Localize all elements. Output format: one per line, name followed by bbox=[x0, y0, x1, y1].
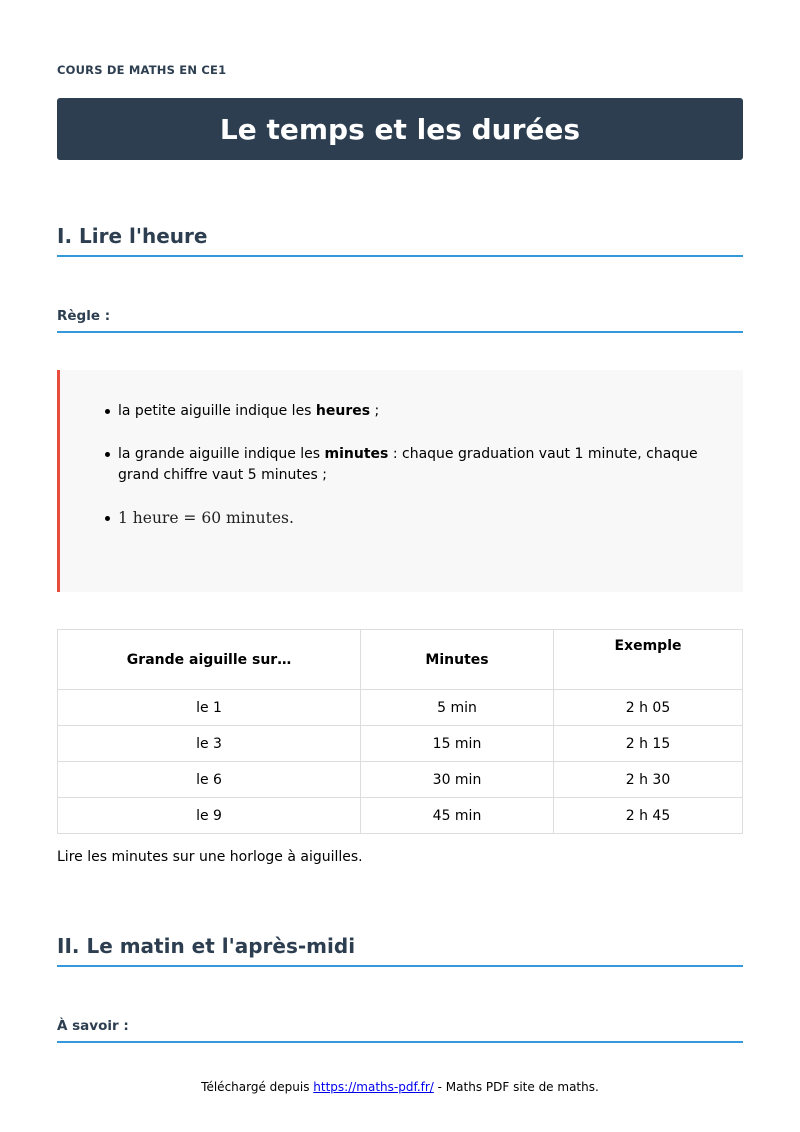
section-heading-1: I. Lire l'heure bbox=[57, 224, 743, 257]
course-kicker: COURS DE MATHS EN CE1 bbox=[57, 63, 227, 77]
table-row bbox=[58, 762, 743, 798]
title-banner bbox=[57, 98, 743, 160]
table-cell: le 1 bbox=[58, 690, 361, 726]
rule-label: Règle : bbox=[57, 308, 743, 333]
table-row bbox=[58, 726, 743, 762]
table-cell: le 6 bbox=[58, 762, 361, 798]
table-cell: 30 min bbox=[361, 762, 554, 798]
keyword-heures: heures bbox=[315, 403, 371, 419]
page-title: Le temps et les durées bbox=[219, 112, 581, 146]
rule-box bbox=[57, 370, 743, 592]
table-cell: 2 h 05 bbox=[554, 690, 743, 726]
table-cell: 15 min bbox=[361, 726, 554, 762]
column-header: Minutes bbox=[361, 630, 554, 690]
rule-item-minutes: la grande aiguille indique les minutes : chaque graduation vaut 1 minute, chaque grand chiffre vaut 5 minutes ; bbox=[105, 444, 705, 486]
table-cell: 5 min bbox=[361, 690, 554, 726]
table-cell: le 9 bbox=[58, 798, 361, 834]
rule-item-hours: la petite aiguille indique les heures ; bbox=[105, 401, 705, 422]
know-label: À savoir : bbox=[57, 1018, 743, 1043]
table-cell: 2 h 45 bbox=[554, 798, 743, 834]
table-row bbox=[58, 798, 743, 834]
table-cell: 2 h 15 bbox=[554, 726, 743, 762]
rule-item-equation: 1 heure = 60 minutes. bbox=[105, 508, 705, 529]
minutes-table bbox=[57, 629, 743, 834]
column-header: Grande aiguille sur… bbox=[58, 630, 361, 690]
section-heading-2: II. Le matin et l'après-midi bbox=[57, 934, 743, 967]
keyword-minutes: minutes bbox=[324, 446, 389, 462]
table-cell: 45 min bbox=[361, 798, 554, 834]
source-link[interactable]: https://maths-pdf.fr/ bbox=[313, 1080, 434, 1094]
table-header-row bbox=[58, 630, 743, 690]
table-cell: le 3 bbox=[58, 726, 361, 762]
table-cell: 2 h 30 bbox=[554, 762, 743, 798]
column-header: Exemple bbox=[554, 630, 743, 690]
table-caption: Lire les minutes sur une horloge à aiguilles. bbox=[57, 849, 363, 865]
table-row bbox=[58, 690, 743, 726]
footer: Téléchargé depuis https://maths-pdf.fr/ - Maths PDF site de maths. bbox=[201, 1080, 599, 1094]
rule-list bbox=[105, 401, 705, 551]
